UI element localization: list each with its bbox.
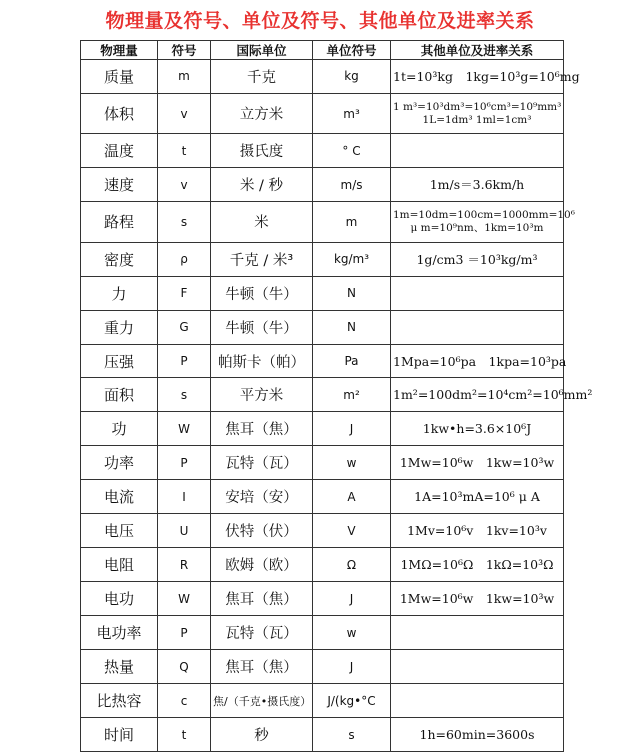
si-unit-cell: 瓦特（瓦） (211, 616, 313, 650)
relation-cell (391, 718, 564, 752)
symbol-cell: U (158, 514, 211, 548)
symbol-cell: F (158, 276, 211, 310)
unit-symbol-cell: N (313, 310, 391, 344)
si-unit-cell: 帕斯卡（帕） (211, 344, 313, 378)
unit-symbol-cell: Ω (313, 548, 391, 582)
quantity-cell: 电压 (81, 514, 158, 548)
relation-cell (391, 242, 564, 276)
quantity-cell: 电流 (81, 480, 158, 514)
symbol-cell: v (158, 168, 211, 202)
relation-line: 1MΩ=10⁶Ω 1kΩ=10³Ω (400, 557, 554, 573)
unit-symbol-cell: J (313, 412, 391, 446)
unit-symbol-cell: A (313, 480, 391, 514)
relation-cell (391, 93, 564, 133)
quantity-cell: 电功率 (81, 616, 158, 650)
relation-cell (391, 514, 564, 548)
unit-symbol-cell: s (313, 718, 391, 752)
unit-symbol-cell: ° C (313, 134, 391, 168)
relation-cell (391, 582, 564, 616)
unit-symbol-cell: m (313, 202, 391, 242)
table-row (81, 446, 564, 480)
symbol-cell: P (158, 616, 211, 650)
symbol-cell: W (158, 412, 211, 446)
header-other-units: 其他单位及进率关系 (391, 41, 564, 60)
relation-cell (391, 134, 564, 168)
quantity-cell: 压强 (81, 344, 158, 378)
header-si-unit: 国际单位 (211, 41, 313, 60)
quantity-cell: 功率 (81, 446, 158, 480)
quantity-cell: 路程 (81, 202, 158, 242)
table-row (81, 344, 564, 378)
quantity-cell: 比热容 (81, 684, 158, 718)
quantity-cell: 电功 (81, 582, 158, 616)
si-unit-cell: 千克 (211, 60, 313, 94)
quantity-cell: 时间 (81, 718, 158, 752)
header-quantity: 物理量 (81, 41, 158, 60)
si-unit-cell: 米 (211, 202, 313, 242)
table-row (81, 548, 564, 582)
unit-symbol-cell: m/s (313, 168, 391, 202)
relation-line: 1m/s＝3.6km/h (429, 177, 525, 193)
si-unit-cell: 秒 (211, 718, 313, 752)
quantity-cell: 功 (81, 412, 158, 446)
table-body (81, 60, 593, 752)
relation-cell (391, 684, 564, 718)
table-row (81, 650, 564, 684)
si-unit-cell: 焦/（千克•摄氏度） (211, 684, 313, 718)
relation-line: 1Mw=10⁶w 1kw=10³w (399, 455, 555, 471)
si-unit-cell: 立方米 (211, 93, 313, 133)
unit-symbol-cell: m³ (313, 93, 391, 133)
si-unit-cell: 平方米 (211, 378, 313, 412)
table-row (81, 616, 564, 650)
si-unit-cell: 欧姆（欧） (211, 548, 313, 582)
unit-symbol-cell: J (313, 650, 391, 684)
relation-line: μ m=10⁹nm、1km=10³m (410, 221, 544, 234)
quantity-cell: 体积 (81, 93, 158, 133)
unit-symbol-cell: J/(kg•°C (313, 684, 391, 718)
relation-line: 1Mw=10⁶w 1kw=10³w (399, 591, 555, 607)
table-row (81, 276, 564, 310)
si-unit-cell: 焦耳（焦） (211, 582, 313, 616)
header-unit-symbol: 单位符号 (313, 41, 391, 60)
relation-line: 1kw•h=3.6×10⁶J (422, 421, 532, 437)
symbol-cell: P (158, 344, 211, 378)
unit-symbol-cell: Pa (313, 344, 391, 378)
relation-cell (391, 168, 564, 202)
relation-cell (391, 344, 567, 378)
relation-line: 1A=10³mA=10⁶ μ A (414, 489, 540, 505)
si-unit-cell: 米 / 秒 (211, 168, 313, 202)
symbol-cell: G (158, 310, 211, 344)
si-unit-cell: 焦耳（焦） (211, 650, 313, 684)
table-row (81, 60, 564, 94)
symbol-cell: W (158, 582, 211, 616)
relation-cell (391, 650, 564, 684)
si-unit-cell: 牛顿（牛） (211, 276, 313, 310)
table-row (81, 378, 564, 412)
unit-symbol-cell: J (313, 582, 391, 616)
table-row (81, 480, 564, 514)
relation-line: 1 m³=10³dm³=10⁶cm³=10⁹mm³ (393, 101, 562, 114)
si-unit-cell: 伏特（伏） (211, 514, 313, 548)
si-unit-cell: 安培（安） (211, 480, 313, 514)
header-symbol: 符号 (158, 41, 211, 60)
quantity-cell: 速度 (81, 168, 158, 202)
symbol-cell: s (158, 202, 211, 242)
quantity-cell: 密度 (81, 242, 158, 276)
quantity-cell: 热量 (81, 650, 158, 684)
table-header-row (81, 41, 564, 60)
symbol-cell: P (158, 446, 211, 480)
unit-symbol-cell: w (313, 446, 391, 480)
symbol-cell: ρ (158, 242, 211, 276)
si-unit-cell: 瓦特（瓦） (211, 446, 313, 480)
unit-symbol-cell: N (313, 276, 391, 310)
symbol-cell: R (158, 548, 211, 582)
unit-symbol-cell: V (313, 514, 391, 548)
symbol-cell: Q (158, 650, 211, 684)
si-unit-cell: 焦耳（焦） (211, 412, 313, 446)
symbol-cell: m (158, 60, 211, 94)
relation-line: 1t=10³kg 1kg=10³g=10⁶mg (393, 68, 580, 84)
quantity-cell: 质量 (81, 60, 158, 94)
relation-line: 1L=1dm³ 1ml=1cm³ (422, 113, 532, 126)
relation-cell (391, 378, 593, 412)
relation-cell (391, 412, 564, 446)
units-table (80, 40, 593, 752)
quantity-cell: 温度 (81, 134, 158, 168)
relation-line: 1Mpa=10⁶pa 1kpa=10³pa (393, 353, 567, 369)
table-row (81, 242, 564, 276)
table-row (81, 684, 564, 718)
table-row (81, 412, 564, 446)
relation-line: 1Mv=10⁶v 1kv=10³v (407, 523, 547, 539)
quantity-cell: 面积 (81, 378, 158, 412)
symbol-cell: c (158, 684, 211, 718)
relation-cell (391, 202, 575, 242)
relation-cell (391, 276, 564, 310)
table-row (81, 202, 564, 242)
symbol-cell: I (158, 480, 211, 514)
quantity-cell: 重力 (81, 310, 158, 344)
unit-symbol-cell: m² (313, 378, 391, 412)
relation-line: 1m=10dm=100cm=1000mm=10⁶ (393, 209, 575, 222)
unit-symbol-cell: kg/m³ (313, 242, 391, 276)
relation-cell (391, 310, 564, 344)
relation-line: 1h=60min=3600s (419, 727, 535, 742)
symbol-cell: s (158, 378, 211, 412)
table-row (81, 134, 564, 168)
unit-symbol-cell: kg (313, 60, 391, 94)
table-row (81, 582, 564, 616)
unit-symbol-cell: w (313, 616, 391, 650)
symbol-cell: v (158, 93, 211, 133)
relation-line: 1g/cm3 ＝10³kg/m³ (416, 251, 538, 267)
si-unit-cell: 摄氏度 (211, 134, 313, 168)
relation-cell (391, 480, 564, 514)
table-row (81, 93, 564, 133)
symbol-cell: t (158, 718, 211, 752)
symbol-cell: t (158, 134, 211, 168)
si-unit-cell: 牛顿（牛） (211, 310, 313, 344)
table-row (81, 718, 564, 752)
relation-line: 1m²=100dm²=10⁴cm²=10⁶mm² (393, 387, 593, 403)
table-row (81, 310, 564, 344)
relation-cell (391, 548, 564, 582)
quantity-cell: 力 (81, 276, 158, 310)
si-unit-cell: 千克 / 米³ (211, 242, 313, 276)
relation-cell (391, 616, 564, 650)
relation-cell (391, 60, 580, 94)
page-title: 物理量及符号、单位及符号、其他单位及进率关系 (105, 10, 535, 32)
quantity-cell: 电阻 (81, 548, 158, 582)
table-row (81, 514, 564, 548)
relation-cell (391, 446, 564, 480)
table-row (81, 168, 564, 202)
